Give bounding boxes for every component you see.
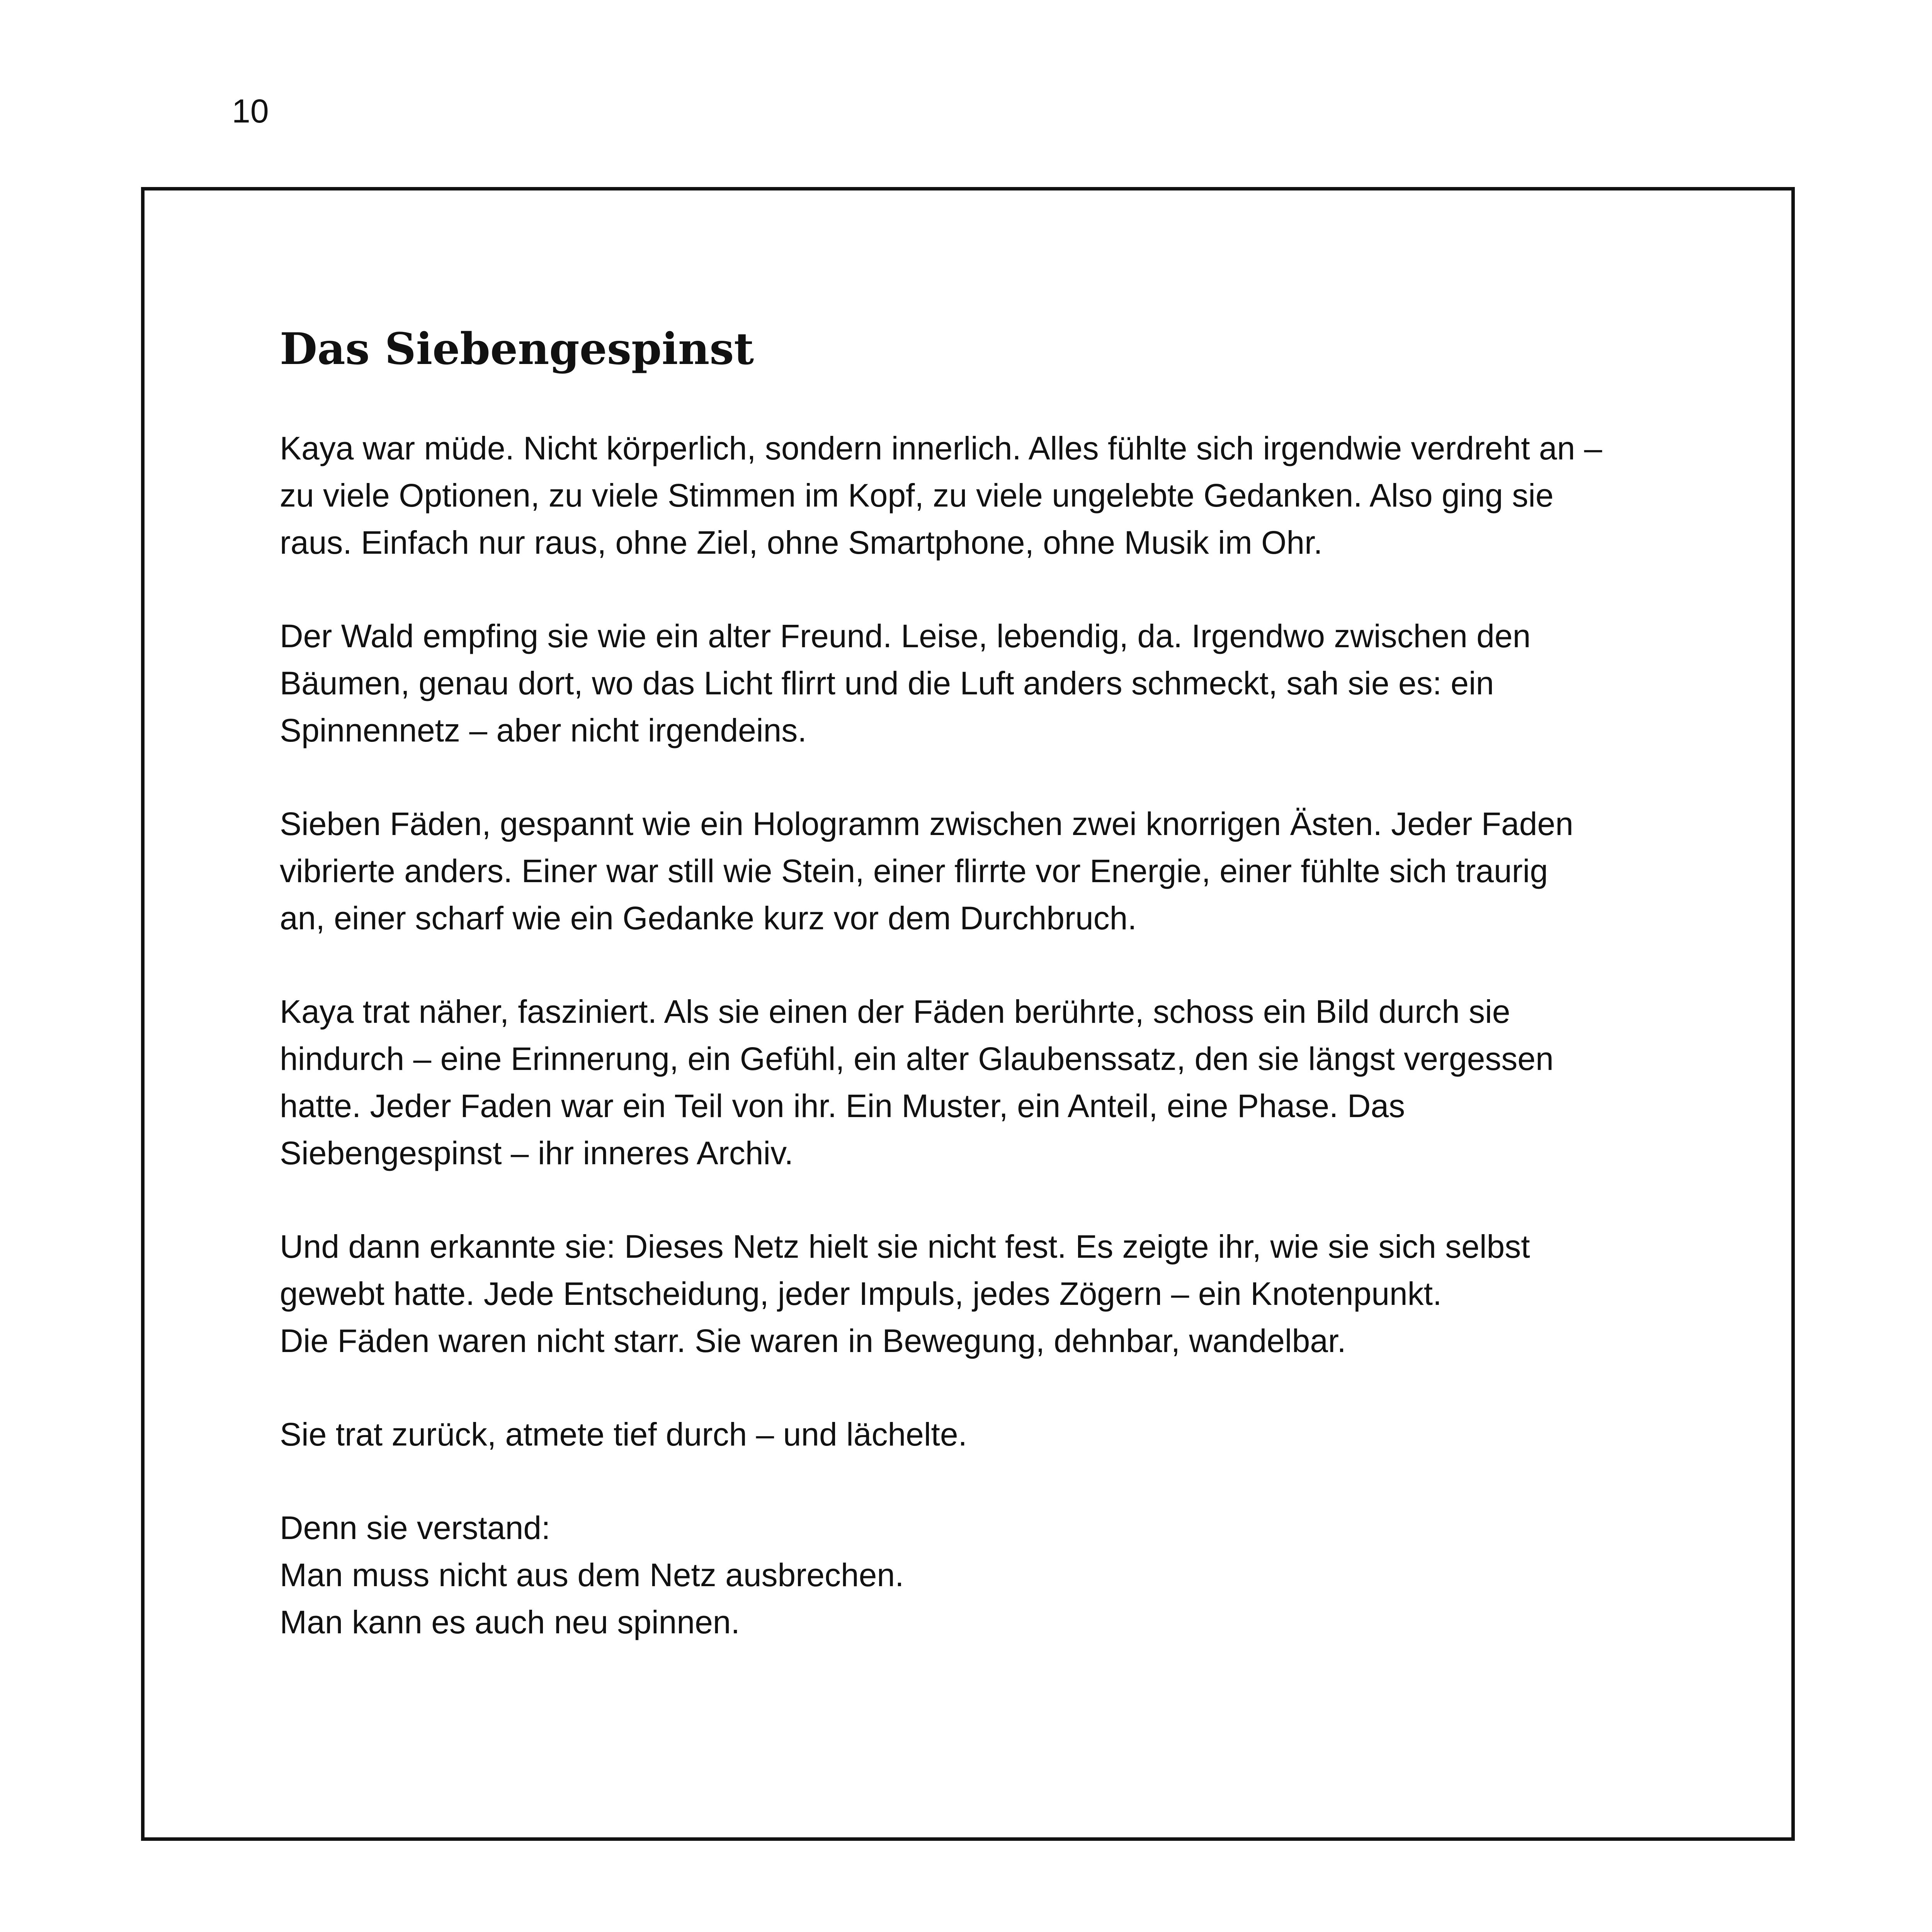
paragraph-4-line-1: Kaya trat näher, fasziniert. Als sie einen der Fäden berührte, schoss ein Bild durch sie <box>280 993 1510 1030</box>
paragraph-3-line-3: an, einer scharf wie ein Gedanke kurz vor dem Durchbruch. <box>280 900 1137 936</box>
paragraph-7-line-2: Man muss nicht aus dem Netz ausbrechen. <box>280 1556 904 1593</box>
paragraph-6 <box>280 1411 1771 1458</box>
paragraph-1-line-1: Kaya war müde. Nicht körperlich, sondern innerlich. Alles fühlte sich irgendwie verdreht an – <box>280 430 1602 466</box>
paragraph-5-line-2: gewebt hatte. Jede Entscheidung, jeder Impuls, jedes Zögern – ein Knotenpunkt. <box>280 1275 1442 1312</box>
paragraph-3-line-2: vibrierte anders. Einer war still wie Stein, einer flirrte vor Energie, einer fühlte sich traurig <box>280 852 1548 889</box>
paragraph-5-line-1: Und dann erkannte sie: Dieses Netz hielt sie nicht fest. Es zeigte ihr, wie sie sich selbst <box>280 1228 1530 1265</box>
paragraph-4-line-4: Siebengespinst – ihr inneres Archiv. <box>280 1134 794 1171</box>
paragraph-5-line-3: Die Fäden waren nicht starr. Sie waren in Bewegung, dehnbar, wandelbar. <box>280 1322 1346 1359</box>
story-title: Das Siebengespinst <box>280 324 754 374</box>
paragraph-1-line-2: zu viele Optionen, zu viele Stimmen im Kopf, zu viele ungelebte Gedanken. Also ging sie <box>280 477 1554 514</box>
paragraph-4 <box>280 988 1771 1177</box>
paragraph-1-line-3: raus. Einfach nur raus, ohne Ziel, ohne Smartphone, ohne Musik im Ohr. <box>280 524 1323 561</box>
paragraph-4-line-2: hindurch – eine Erinnerung, ein Gefühl, ein alter Glaubenssatz, den sie längst vergessen <box>280 1040 1554 1077</box>
paragraph-6-line-1: Sie trat zurück, atmete tief durch – und lächelte. <box>280 1416 967 1452</box>
paragraph-5 <box>280 1223 1771 1364</box>
story-content <box>280 325 1771 1692</box>
paragraph-7 <box>280 1504 1771 1646</box>
paragraph-7-line-1: Denn sie verstand: <box>280 1509 551 1546</box>
paragraph-2-line-3: Spinnennetz – aber nicht irgendeins. <box>280 712 807 748</box>
page-number: 10 <box>232 93 269 130</box>
paragraph-2 <box>280 612 1771 754</box>
paragraph-2-line-2: Bäumen, genau dort, wo das Licht flirrt und die Luft anders schmeckt, sah sie es: ein <box>280 665 1494 701</box>
paragraph-4-line-3: hatte. Jeder Faden war ein Teil von ihr. Ein Muster, ein Anteil, eine Phase. Das <box>280 1087 1405 1124</box>
paragraph-3 <box>280 800 1771 942</box>
paragraph-1 <box>280 425 1771 566</box>
paragraph-3-line-1: Sieben Fäden, gespannt wie ein Hologramm zwischen zwei knorrigen Ästen. Jeder Faden <box>280 805 1573 842</box>
paragraph-2-line-1: Der Wald empfing sie wie ein alter Freund. Leise, lebendig, da. Irgendwo zwischen den <box>280 617 1531 654</box>
paragraph-7-line-3: Man kann es auch neu spinnen. <box>280 1604 740 1640</box>
